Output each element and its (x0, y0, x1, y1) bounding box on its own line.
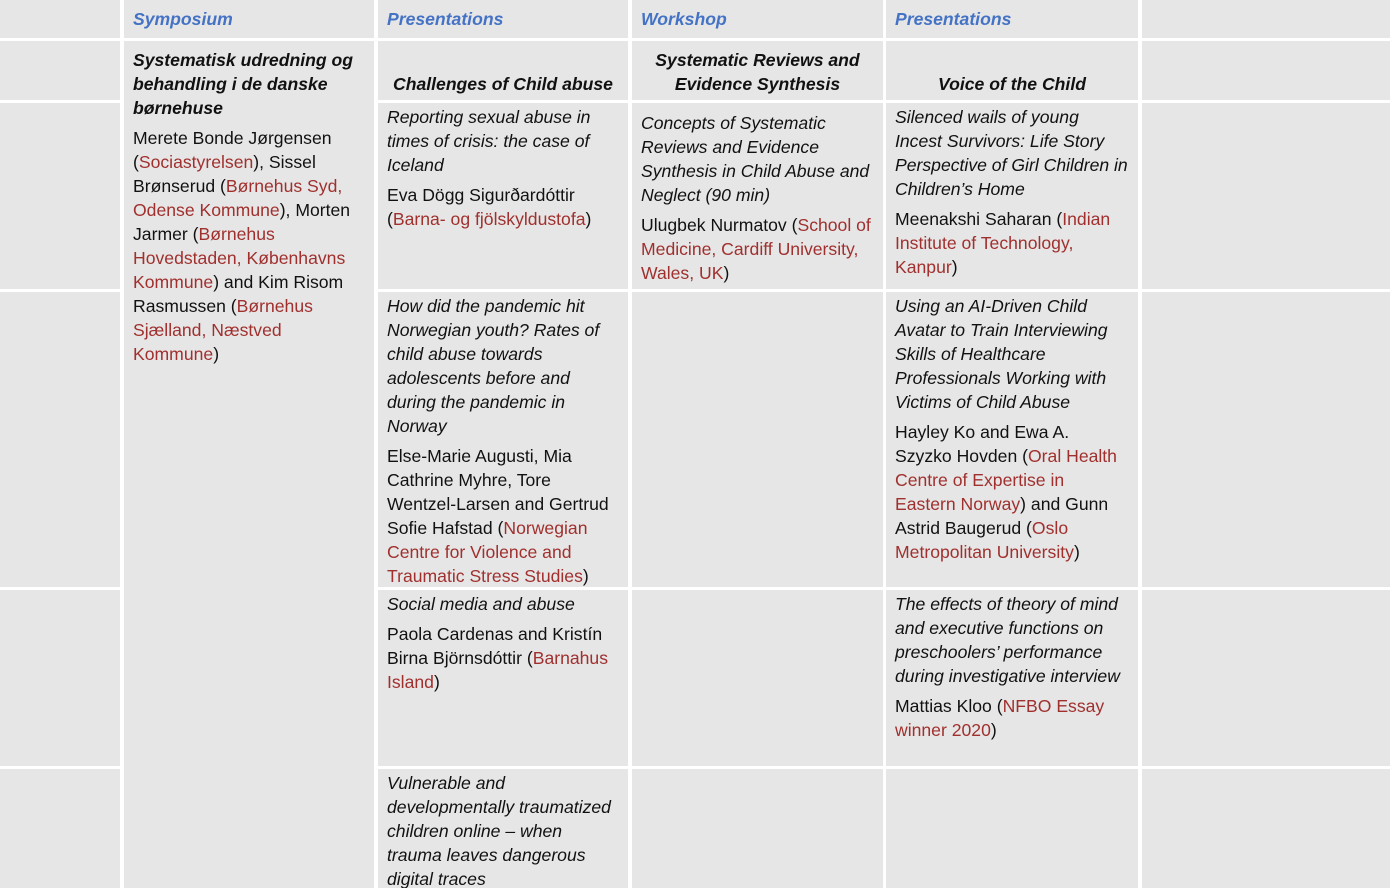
header-workshop: Workshop (632, 0, 883, 38)
organisation-name: Børnehus Syd, Odense Kommune (133, 176, 343, 220)
talk-authors (387, 183, 619, 231)
author-text: ) (585, 209, 592, 229)
talk-title: Reporting sexual abuse in times of crisis: the case of Iceland (387, 107, 591, 175)
session-title-text: Challenges of Child abuse (393, 74, 613, 94)
talk-title: Using an AI-Driven Child Avatar to Train Interviewing Skills of Healthcare Professionals Working with Victims of Child Abuse (895, 296, 1108, 412)
author-text: Hayley Ko and Ewa A. Szyzko Hovden ( (895, 422, 1070, 466)
organisation-name: NFBO Essay winner 2020 (895, 696, 1105, 740)
extra-empty-3 (1142, 292, 1390, 587)
organisation-name: Oral Health Centre of Expertise in Eastern Norway (895, 446, 1117, 514)
author-text: ) (951, 257, 958, 277)
author-text: ) (582, 566, 589, 586)
extra-empty-5 (1142, 769, 1390, 888)
organisation-name: Norwegian Centre for Violence and Traumatic Stress Studies (387, 518, 588, 586)
author-text: ) (1073, 542, 1080, 562)
talk-cell-ai-avatar (886, 292, 1138, 587)
author-text: Else-Marie Augusti, Mia Cathrine Myhre, Tore Wentzel-Larsen and Gertrud Sofie Hafstad ( (387, 446, 609, 538)
talk-cell-silenced-wails (886, 103, 1138, 289)
author-text: ), Morten Jarmer ( (133, 200, 351, 244)
organisation-name: Børnehus Sjælland, Næstved Kommune (133, 296, 313, 364)
talk-title: Silenced wails of young Incest Survivors: Life Story Perspective of Girl Children in Children’s Home (895, 107, 1128, 199)
header-empty (1142, 0, 1390, 38)
author-text: Paola Cardenas and Kristín Birna Björnsdóttir ( (387, 624, 603, 668)
time-cell-5 (0, 769, 120, 888)
organisation-name: School of Medicine, Cardiff University, Wales, UK (641, 215, 871, 283)
organisation-name: Oslo Metropolitan University (895, 518, 1074, 562)
talk-cell-pandemic (378, 292, 628, 587)
talk-title: Concepts of Systematic Reviews and Evidence Synthesis in Child Abuse and Neglect (90 min) (641, 113, 870, 205)
talk-cell-theory-of-mind (886, 590, 1138, 766)
organisation-name: Barna- og fjölskyldustofa (392, 209, 586, 229)
author-text: ) and Gunn Astrid Baugerud ( (895, 494, 1109, 538)
time-cell-header (0, 0, 120, 38)
workshop-empty-3 (632, 769, 883, 888)
session-title-systematic-reviews (632, 41, 883, 100)
time-cell-1 (0, 41, 120, 100)
organisation-name: Barnahus Island (387, 648, 609, 692)
symposium-cell (124, 41, 374, 888)
author-text: ) (990, 720, 997, 740)
talk-cell-social-media (378, 590, 628, 766)
author-text: ) (433, 672, 440, 692)
talk-authors (387, 444, 619, 587)
talk-authors (895, 207, 1129, 279)
organisation-name: Indian Institute of Technology, Kanpur (895, 209, 1111, 277)
symposium-title: Systematisk udredning og behandling i de danske børnehuse (133, 50, 353, 118)
workshop-talk-cell (632, 103, 883, 289)
time-cell-2 (0, 103, 120, 289)
time-cell-3 (0, 292, 120, 587)
header-presentations-1: Presentations (378, 0, 628, 38)
talk-cell-vulnerable-children (378, 769, 628, 888)
talk-title: Social media and abuse (387, 594, 575, 614)
extra-empty-2 (1142, 103, 1390, 289)
workshop-empty-1 (632, 292, 883, 587)
session-title-challenges (378, 41, 628, 100)
organisation-name: Børnehus Hovedstaden, Københavns Kommune (133, 224, 346, 292)
author-text: Merete Bonde Jørgensen ( (133, 128, 332, 172)
talk-cell-reporting-abuse (378, 103, 628, 289)
session-title-text: Voice of the Child (938, 74, 1086, 94)
header-symposium: Symposium (124, 0, 374, 38)
talk-authors (387, 622, 619, 694)
author-text: Ulugbek Nurmatov ( (641, 215, 798, 235)
symposium-authors (133, 126, 365, 366)
talk-title: Vulnerable and developmentally traumatized children online – when trauma leaves dangerous digital traces (387, 773, 611, 888)
author-text: ), Sissel Brønserud ( (133, 152, 316, 196)
extra-empty-1 (1142, 41, 1390, 100)
extra-empty-4 (1142, 590, 1390, 766)
talk-authors (641, 213, 874, 285)
talk-authors (895, 694, 1129, 742)
talk-authors (895, 420, 1129, 564)
author-text: ) (213, 344, 220, 364)
talk-title: The effects of theory of mind and executive functions on preschoolers’ performance during investigative interview (895, 594, 1120, 686)
organisation-name: Sociastyrelsen (138, 152, 254, 172)
workshop-empty-2 (632, 590, 883, 766)
author-text: ) (723, 263, 730, 283)
session-title-text: Systematic Reviews and Evidence Synthesis (655, 50, 860, 94)
time-cell-4 (0, 590, 120, 766)
header-presentations-2: Presentations (886, 0, 1138, 38)
author-text: Meenakshi Saharan ( (895, 209, 1063, 229)
author-text: Mattias Kloo ( (895, 696, 1003, 716)
session-title-voice-of-child (886, 41, 1138, 100)
author-text: ) and Kim Risom Rasmussen ( (133, 272, 344, 316)
talk-title: How did the pandemic hit Norwegian youth? Rates of child abuse towards adolescents before and during the pandemic in Norway (387, 296, 600, 436)
voice-empty (886, 769, 1138, 888)
author-text: Eva Dögg Sigurðardóttir ( (387, 185, 575, 229)
